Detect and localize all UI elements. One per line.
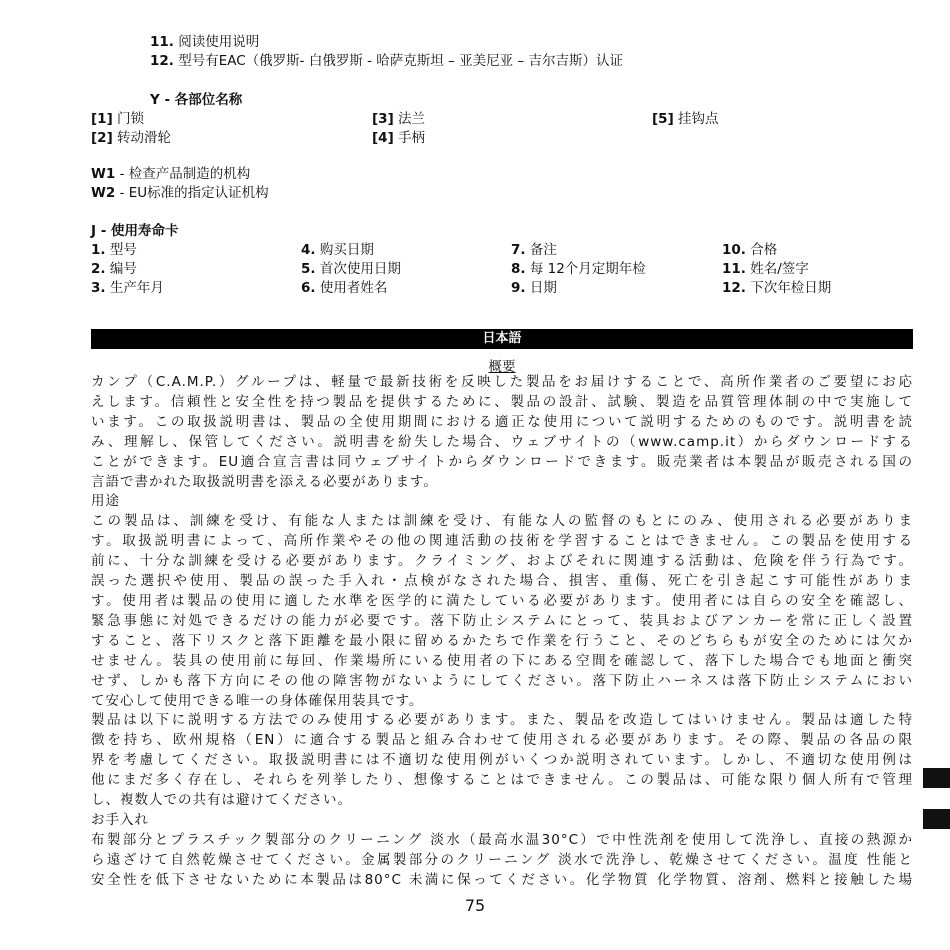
part-5-label: 挂钩点 <box>678 111 719 127</box>
card-item-number: 3. <box>91 280 106 296</box>
part-4 <box>372 129 425 148</box>
card-item-number: 10. <box>722 242 746 258</box>
text-line: み、理解し、保管してください。説明書を紛失した場合、ウェブサイトの（www.camp.it）からダウンロードする <box>91 433 913 450</box>
text-line: 布製部分とプラスチック製部分のクリーニング 淡水（最高水温30°C）で中性洗剤を使用して洗浄し、直接の熱源か <box>91 831 913 848</box>
care-heading: お手入れ <box>91 811 149 828</box>
card-item-number: 7. <box>511 242 526 258</box>
card-item-label: 每 12个月定期年检 <box>529 261 646 277</box>
part-4-number: [4] <box>372 130 394 146</box>
item-12-number: 12. <box>150 53 174 69</box>
card-item-label: 编号 <box>109 261 137 277</box>
card-item-11 <box>722 260 809 279</box>
text-line: えします。信頼性と安全性を持つ製品を提供するために、製品の設計、試験、製造を品質管理体制の中で実施して <box>91 393 913 410</box>
part-2 <box>91 129 171 148</box>
text-line: ことができます。EU適合宣言書は同ウェブサイトからダウンロードできます。販売業者は本製品が販売される国の <box>91 453 913 470</box>
page-number: 75 <box>464 896 486 915</box>
text-line: 誤った選択や使用、製品の誤った手入れ・点検がなされた場合、損害、重傷、死亡を引き起こす可能性がありま <box>91 573 913 590</box>
text-line: 界を考慮してください。取扱説明書には不適切な使用例がいくつか説明されています。しかし、不適切な使用例は <box>91 752 913 769</box>
item-11-number: 11. <box>150 34 174 50</box>
card-item-number: 11. <box>722 261 746 277</box>
text-line: カンプ（C.A.M.P.）グループは、軽量で最新技術を反映した製品をお届けすることで、高所作業者のご要望にお応 <box>91 374 913 390</box>
text-line: この製品は、訓練を受け、有能な人または訓練を受け、有能な人の監督のもとにのみ、使用される必要がありま <box>91 513 913 530</box>
text-line: し、複数人での共有は避けてください。 <box>91 792 352 809</box>
item-11 <box>150 33 259 52</box>
parts-heading: Y - 各部位名称 <box>150 92 243 108</box>
card-item-label: 首次使用日期 <box>319 261 401 277</box>
card-item-number: 9. <box>511 280 526 296</box>
card-item-9 <box>511 279 557 298</box>
card-item-number: 8. <box>511 261 526 277</box>
text-line: 緊急事態に対処できるだけの能力が必要です。落下防止システムにとって、装具およびアンカーを常に正しく設置 <box>91 612 913 629</box>
card-item-1 <box>91 241 137 260</box>
card-item-10 <box>722 241 777 260</box>
card-item-label: 下次年检日期 <box>750 280 832 296</box>
part-3 <box>372 110 425 129</box>
text-line: 前に、十分な訓練を受ける必要があります。クライミング、およびそれに関連する活動は、危険を伴う行為です。 <box>91 553 913 570</box>
card-item-2 <box>91 260 137 279</box>
card-item-label: 备注 <box>529 242 557 258</box>
card-item-label: 使用者姓名 <box>319 280 388 296</box>
card-heading: J - 使用寿命卡 <box>91 223 179 239</box>
part-2-number: [2] <box>91 130 113 146</box>
overview-paragraph <box>91 373 913 891</box>
overview-heading: 概要 <box>488 359 516 375</box>
card-item-12 <box>722 279 831 298</box>
card-item-label: 合格 <box>750 242 778 258</box>
w1-line <box>91 165 250 184</box>
part-3-label: 法兰 <box>398 111 426 127</box>
text-line: 製品は以下に説明する方法でのみ使用する必要があります。また、製品を改造してはいけません。製品は適した特 <box>91 712 913 729</box>
text-line: すること、落下リスクと落下距離を最小限に留めるかたちで作業を行うこと、そのどちらもが安全のためには欠か <box>91 632 913 649</box>
card-item-number: 4. <box>301 242 316 258</box>
w1-text: - 检查产品制造的机构 <box>115 166 251 182</box>
text-line: せず、しかも落下方向にその他の障害物がないようにしてください。落下防止ハーネスは落下防止システムにおい <box>91 672 913 689</box>
part-2-label: 转动滑轮 <box>117 130 172 146</box>
card-item-number: 2. <box>91 261 106 277</box>
text-line: ら遠ざけて自然乾燥させてください。金属製部分のクリーニング 淡水で洗浄し、乾燥させてください。温度 性能と <box>91 851 913 868</box>
text-line: す。使用者は製品の使用に適した水準を医学的に満たしている必要があります。使用者には自らの安全を確認し、 <box>91 592 913 609</box>
text-line: せません。装具の使用前に毎回、作業場所にいる使用者の下にある空間を確認して、落下した場合でも地面と衝突 <box>91 652 913 669</box>
part-4-label: 手柄 <box>398 130 426 146</box>
text-line: います。この取扱説明書は、製品の全使用期間における適正な使用について説明するためのものです。説明書を読 <box>91 413 913 430</box>
w2-line <box>91 184 269 203</box>
usage-heading: 用途 <box>91 493 120 510</box>
card-item-label: 生产年月 <box>109 280 164 296</box>
thumb-index-tab <box>923 809 950 829</box>
text-line: す。取扱説明書によって、高所作業やその他の関連活動の技術を学習することはできません。この製品を使用する <box>91 533 913 550</box>
card-item-label: 日期 <box>529 280 557 296</box>
card-item-number: 6. <box>301 280 316 296</box>
card-item-6 <box>301 279 387 298</box>
card-item-5 <box>301 260 401 279</box>
card-item-3 <box>91 279 164 298</box>
item-12 <box>150 52 623 71</box>
text-line: 他にまだ多く存在し、それらを列挙したり、想像することはできません。この製品は、可能な限り個人所有で管理 <box>91 772 913 789</box>
part-5 <box>652 110 719 129</box>
text-line: 安全性を低下させないために本製品は80°C 未満に保ってください。化学物質 化学物質、溶剤、燃料と接触した場 <box>91 871 913 888</box>
w2-text: - EU标准的指定认证机构 <box>115 185 269 201</box>
language-section-bar: 日本語 <box>91 329 913 349</box>
card-item-8 <box>511 260 646 279</box>
thumb-index-tab <box>923 768 950 788</box>
item-11-text: 阅读使用说明 <box>178 34 260 50</box>
part-3-number: [3] <box>372 111 394 127</box>
part-1-label: 门锁 <box>117 111 145 127</box>
item-12-text: 型号有EAC（俄罗斯- 白俄罗斯 - 哈萨克斯坦 – 亚美尼亚 – 吉尔吉斯）认证 <box>178 53 623 69</box>
w2-code: W2 <box>91 185 116 201</box>
part-1-number: [1] <box>91 111 113 127</box>
card-item-4 <box>301 241 374 260</box>
card-item-number: 12. <box>722 280 746 296</box>
part-1 <box>91 110 144 129</box>
card-item-label: 型号 <box>109 242 137 258</box>
card-item-7 <box>511 241 557 260</box>
card-item-number: 5. <box>301 261 316 277</box>
text-line: て安心して使用できる唯一の身体確保用装具です。 <box>91 692 424 709</box>
w1-code: W1 <box>91 166 116 182</box>
card-item-label: 姓名/签字 <box>750 261 809 277</box>
part-5-number: [5] <box>652 111 674 127</box>
card-item-label: 购买日期 <box>319 242 374 258</box>
card-item-number: 1. <box>91 242 106 258</box>
text-line: 徴を持ち、欧州規格（EN）に適合する製品と組み合わせて使用される必要があります。その際、製品の各品の限 <box>91 732 913 749</box>
text-line: 言語で書かれた取扱説明書を添える必要があります。 <box>91 473 438 490</box>
